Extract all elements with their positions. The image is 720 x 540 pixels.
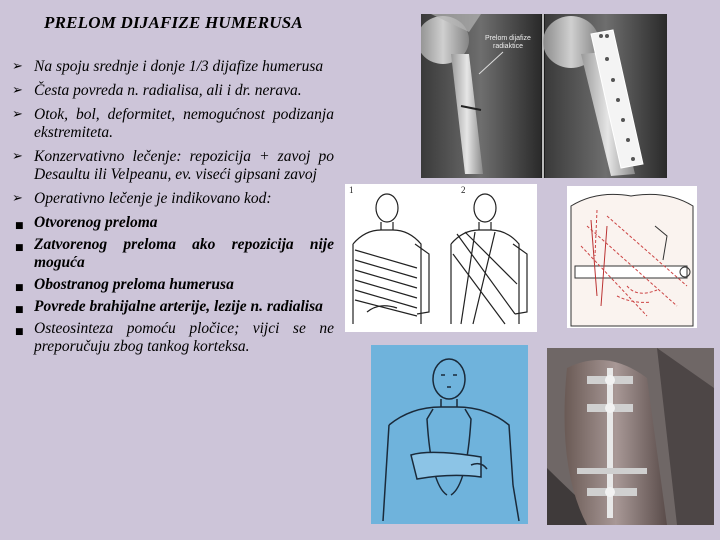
bullet-text: Česta povreda n. radialisa, ali i dr. nerava. xyxy=(34,82,302,99)
arrow-bullet-icon: ➢ xyxy=(12,149,23,164)
bullet-item xyxy=(12,214,334,232)
slide-title: PRELOM DIJAFIZE HUMERUSA xyxy=(44,13,303,32)
bullet-item xyxy=(12,276,334,294)
square-bullet-icon: ■ xyxy=(15,243,24,253)
figure-label-2: 2 xyxy=(461,185,466,195)
arrow-bullet-icon: ➢ xyxy=(12,191,23,206)
arrow-bullet-icon: ➢ xyxy=(12,83,23,98)
arrow-bullet-icon: ➢ xyxy=(12,107,23,122)
bullet-text: Povrede brahijalne arterije, lezije n. radialisa xyxy=(34,298,323,315)
bullet-text: Otok, bol, deformitet, nemogućnost podizanja ekstremiteta. xyxy=(34,106,334,141)
bullet-item xyxy=(12,298,334,316)
bullet-text: Otvorenog preloma xyxy=(34,214,158,231)
bullet-list xyxy=(12,58,334,362)
square-bullet-icon: ■ xyxy=(15,305,24,315)
bullet-text: Operativno lečenje je indikovano kod: xyxy=(34,190,272,207)
bullet-item xyxy=(12,82,334,100)
xray-label-line1: Prelom dijafize xyxy=(485,35,531,42)
bullet-item xyxy=(12,106,334,142)
bullet-item xyxy=(12,236,334,272)
square-bullet-icon: ■ xyxy=(15,283,24,293)
square-bullet-icon: ■ xyxy=(15,221,24,231)
bullet-item xyxy=(12,148,334,184)
bullet-text: Obostranog preloma humerusa xyxy=(34,276,234,293)
figure-label-1: 1 xyxy=(349,185,354,195)
bullet-text: Na spoju srednje i donje 1/3 dijafize humerusa xyxy=(34,58,324,75)
desault-bandage-drawing xyxy=(345,184,537,332)
bullet-item xyxy=(12,190,334,208)
square-bullet-icon: ■ xyxy=(15,327,24,337)
bullet-item xyxy=(12,320,334,356)
bullet-text: Konzervativno lečenje: repozicija + zavoj po Desaultu ili Velpeanu, ev. viseći gipsani zavoj xyxy=(34,148,334,183)
arrow-bullet-icon: ➢ xyxy=(12,59,23,74)
external-fixator-photo xyxy=(547,348,714,525)
bullet-item xyxy=(12,58,334,76)
xray-image xyxy=(421,14,667,178)
patient-illustration xyxy=(371,345,528,524)
bullet-text: Osteosinteza pomoću pločice; vijci se ne preporučuju zbog tankog korteksa. xyxy=(34,320,334,355)
xray-label-line2: radiaktice xyxy=(493,43,523,50)
bullet-text: Zatvorenog preloma ako repozicija nije moguća xyxy=(34,236,334,271)
velpeau-bandage-drawing xyxy=(567,186,697,328)
